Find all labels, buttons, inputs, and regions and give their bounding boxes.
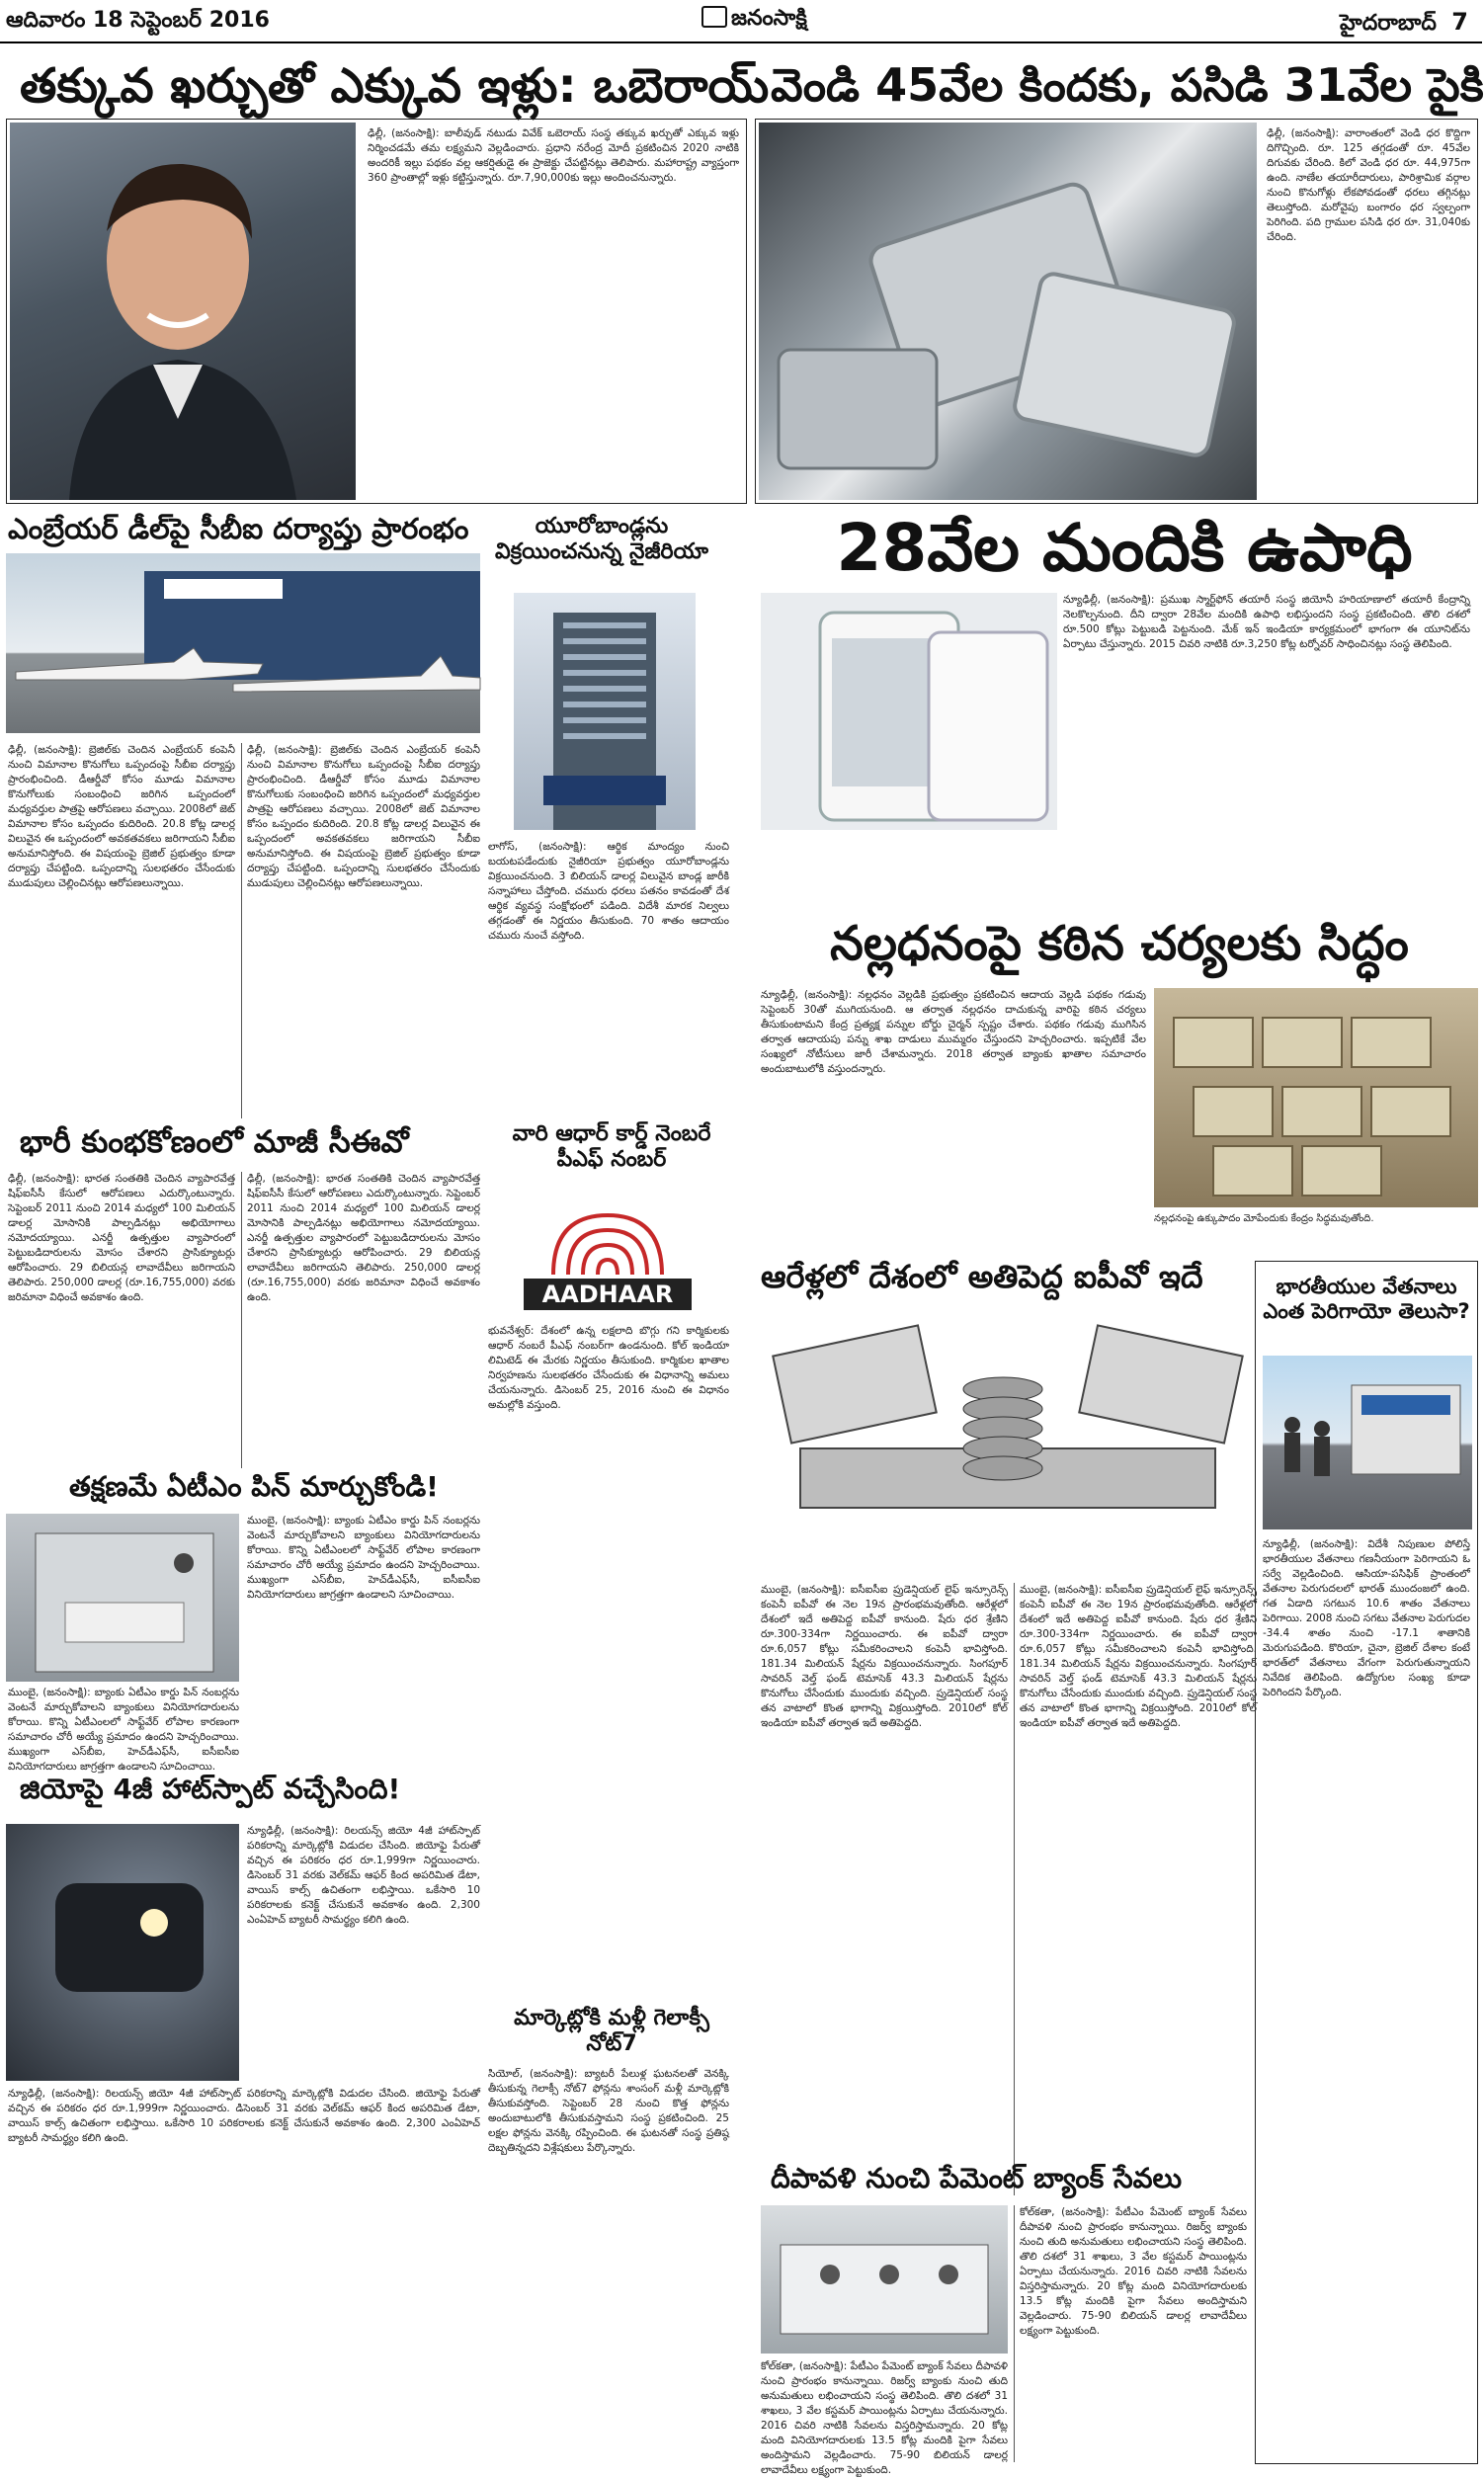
atmpin-body-col1: ముంబై, (జనంసాక్షి): బ్యాంకు ఏటీఎం కార్డు పిన్ నంబర్లను వెంటనే మార్చుకోవాలని బ్యాంకులు వినియోగదారులను కోరాయి. కొన్ని ఏటీఎంలలో సాఫ్ట్‌వేర్ లోపాల కారణంగా సమాచారం చోరీ అయ్యే ప్రమాదం ఉందని హెచ్చరించాయి. ముఖ్యంగా ఎస్‌బీఐ, హెచ్‌డీఎఫ్‌సీ, ఐసీఐసీఐ వినియోగదారులు జాగ్రత్తగా ఉండాలని సూచించాయి. <box>8 1687 239 1773</box>
coins-cash-illustration <box>761 1300 1245 1577</box>
atmpin-body-col2: ముంబై, (జనంసాక్షి): బ్యాంకు ఏటీఎం కార్డు పిన్ నంబర్లను వెంటనే మార్చుకోవాలని బ్యాంకులు వినియోగదారులను కోరాయి. కొన్ని ఏటీఎంలలో సాఫ్ట్‌వేర్ లోపాల కారణంగా సమాచారం చోరీ అయ్యే ప్రమాదం ఉందని హెచ్చరించాయి. ముఖ్యంగా ఎస్‌బీఐ, హెచ్‌డీఎఫ్‌సీ, ఐసీఐసీఐ వినియోగదారులు జాగ్రత్తగా ఉండాలని సూచించాయి. <box>247 1515 480 1601</box>
building-illustration <box>514 593 696 830</box>
smartphone-illustration <box>761 593 1057 830</box>
bank-counter-illustration <box>761 2205 1008 2354</box>
city-name: హైదరాబాద్ <box>1339 11 1437 36</box>
aadhaar-headline: వారి ఆధార్ కార్డ్ నెంబరే పీఎఫ్ నంబర్ <box>512 1121 711 1173</box>
atmpin-photo <box>6 1514 239 1682</box>
oberoi-body: ఢిల్లీ, (జనంసాక్షి): బాలీవుడ్ నటుడు వివేక్ ఒబెరాయ్ సంస్థ తక్కువ ఖర్చుతో ఎక్కువ ఇళ్లు నిర్మించడమే తమ లక్ష్యమని వెల్లడించారు. ప్రధాని నరేంద్ర మోదీ ప్రకటించిన 2020 నాటికి అందరికీ ఇల్లు పథకం వల్ల ఆకర్షితుడై ఈ ప్రాజెక్టు చేపట్టినట్లు తెలిపారు. మహారాష్ట్ర వ్యాప్తంగా 360 ప్రాంతాల్లో ఇళ్లు కట్టిస్తున్నారు. రూ.7,90,000కు ఇల్లు అందించనున్నారు. <box>368 127 739 184</box>
embraer-headline: ఎంబ్రేయర్ డీల్‌పై సీబీఐ దర్యాప్తు ప్రారంభం <box>8 512 469 545</box>
atm-queue-illustration <box>1263 1356 1472 1529</box>
jio-headline: జియోపై 4జీ హాట్‌స్పాట్ వచ్చేసింది! <box>20 1773 401 1805</box>
column-divider <box>1014 1583 1015 2195</box>
jio-body-col1: న్యూఢిల్లీ, (జనంసాక్షి): రిలయన్స్ జియో 4జీ హాట్‌స్పాట్ పరికరాన్ని మార్కెట్లోకి విడుదల చేసింది. జియోఫై పేరుతో వచ్చిన ఈ పరికరం ధర రూ.1,999గా నిర్ణయించారు. డిసెంబర్ 31 వరకు వెల్‌కమ్ ఆఫర్ కింద అపరిమిత డేటా, వాయిస్ కాల్స్ ఉచితంగా లభిస్తాయి. ఒకేసారి 10 పరికరాలకు కనెక్ట్ చేసుకునే అవకాశం ఉంది. 2,300 ఎంఏహెచ్ బ్యాటరీ సామర్థ్యం కలిగి ఉంది. <box>8 2088 480 2144</box>
paymentbank-body-col2: కోల్‌కతా, (జనంసాక్షి): పేటీఎం పేమెంట్ బ్యాంక్ సేవలు దీపావళి నుంచి ప్రారంభం కానున్నాయి. రిజర్వ్ బ్యాంకు నుంచి తుది అనుమతులు లభించాయని సంస్థ తెలిపింది. తొలి దశలో 31 శాఖలు, 3 వేల కస్టమర్ పాయింట్లను ఏర్పాటు చేయనున్నారు. 2016 చివరి నాటికి సేవలను విస్తరిస్తామన్నారు. 20 కోట్ల మంది వినియోగదారులకు 13.5 కోట్ల మందికి పైగా సేవలు అందిస్తామని వెల్లడించారు. 75-90 బిలియన్ డాలర్ల లావాదేవీలు లక్ష్యంగా పెట్టుకుంది. <box>1020 2206 1247 2337</box>
city-page <box>1340 8 1468 41</box>
jobs-headline: 28వేల మందికి ఉపాధి <box>836 510 1413 586</box>
embraer-photo <box>6 553 480 733</box>
paymentbank-body-col1: కోల్‌కతా, (జనంసాక్షి): పేటీఎం పేమెంట్ బ్యాంక్ సేవలు దీపావళి నుంచి ప్రారంభం కానున్నాయి. రిజర్వ్ బ్యాంకు నుంచి తుది అనుమతులు లభించాయని సంస్థ తెలిపింది. తొలి దశలో 31 శాఖలు, 3 వేల కస్టమర్ పాయింట్లను ఏర్పాటు చేయనున్నారు. 2016 చివరి నాటికి సేవలను విస్తరిస్తామన్నారు. 20 కోట్ల మంది వినియోగదారులకు 13.5 కోట్ల మందికి పైగా సేవలు అందిస్తామని వెల్లడించారు. 75-90 బిలియన్ డాలర్ల లావాదేవీలు లక్ష్యంగా పెట్టుకుంది. <box>761 2360 1008 2476</box>
nigeria-photo <box>514 593 696 830</box>
paper-name <box>701 6 807 36</box>
currency-stacks-illustration <box>1154 988 1478 1207</box>
jiofi-device-illustration <box>6 1824 239 2081</box>
ipo-headline: ఆరేళ్లలో దేశంలో అతిపెద్ద ఐపీవో ఇదే <box>761 1258 1203 1295</box>
galaxy-headline: మార్కెట్లోకి మళ్లీ గెలాక్సీ నోట్7 <box>514 2006 709 2057</box>
paper-title: జనంసాక్షి <box>731 6 807 31</box>
scam-body-col1: ఢిల్లీ, (జనంసాక్షి): భారత సంతతికి చెందిన వ్యాపారవేత్త షిఫ్‌ఐసీసీ కేసులో ఆరోపణలు ఎదుర్కొంటున్నారు. సెప్టెంబర్ 2011 నుంచి 2014 మధ్యలో 100 మిలియన్ డాలర్ల మోసానికి పాల్పడినట్లు అభియోగాలు నమోదయ్యాయి. ఎనర్జీ ఉత్పత్తుల వ్యాపారంలో పెట్టుబడిదారులను మోసం చేశారని ప్రాసిక్యూటర్లు ఆరోపించారు. 29 బిలియన్ల లావాదేవీలు జరిగాయని తెలిపారు. 250,000 డాలర్ల (రూ.16,755,000) వరకు జరిమానా విధించే అవకాశం ఉంది. <box>8 1173 235 1303</box>
aadhaar-logo <box>524 1196 692 1314</box>
salaries-photo <box>1263 1356 1472 1529</box>
ipo-body-col1: ముంబై, (జనంసాక్షి): ఐసీఐసీఐ ప్రుడెన్షియల్ లైఫ్ ఇన్సూరెన్స్ కంపెనీ ఐపీవో ఈ నెల 19న ప్రారంభమవుతోంది. ఆరేళ్లలో దేశంలో ఇదే అతిపెద్ద ఐపీవో కానుంది. షేరు ధర శ్రేణిని రూ.300-334గా నిర్ణయించారు. ఈ ఐపీవో ద్వారా రూ.6,057 కోట్లు సమీకరించాలని కంపెనీ భావిస్తోంది. 181.34 మిలియన్ షేర్లను విక్రయించనున్నారు. సింగపూర్ సావరిన్ వెల్త్ ఫండ్ టెమాసెక్ 43.3 మిలియన్ షేర్లను కొనుగోలు చేసేందుకు ముందుకు వచ్చింది. ప్రుడెన్షియల్ సంస్థ తన వాటాలో కొంత భాగాన్ని విక్రయిస్తోంది. 2010లో కోల్ ఇండియా ఐపీవో తర్వాత ఇదే అతిపెద్దది. <box>761 1584 1008 1729</box>
blackmoney-headline: నల్లధనంపై కఠిన చర్యలకు సిద్ధం <box>830 916 1409 971</box>
embraer-body-col2: ఢిల్లీ, (జనంసాక్షి): బ్రెజిల్‌కు చెందిన ఎంబ్రేయర్ కంపెనీ నుంచి విమానాల కొనుగోలు ఒప్పందంపై సీబీఐ దర్యాప్తు ప్రారంభించింది. డీఆర్డీవో కోసం మూడు విమానాల కొనుగోలుకు సంబంధించి జరిగిన ఒప్పందంలో మధ్యవర్తుల పాత్రపై ఆరోపణలు వచ్చాయి. 2008లో జెట్ విమానాల కోసం ఒప్పందం కుదిరింది. 20.8 కోట్ల డాలర్ల విలువైన ఈ ఒప్పందంలో అవకతవకలు జరిగాయని సీబీఐ అనుమానిస్తోంది. ఈ విషయంపై బ్రెజిల్ ప్రభుత్వం కూడా దర్యాప్తు చేపట్టింది. ఒప్పందాన్ని సులభతరం చేసేందుకు ముడుపులు చెల్లించినట్లు ఆరోపణలున్నాయి. <box>247 744 480 889</box>
column-divider <box>1014 2205 1015 2462</box>
scam-body-col2: ఢిల్లీ, (జనంసాక్షి): భారత సంతతికి చెందిన వ్యాపారవేత్త షిఫ్‌ఐసీసీ కేసులో ఆరోపణలు ఎదుర్కొంటున్నారు. సెప్టెంబర్ 2011 నుంచి 2014 మధ్యలో 100 మిలియన్ డాలర్ల మోసానికి పాల్పడినట్లు అభియోగాలు నమోదయ్యాయి. ఎనర్జీ ఉత్పత్తుల వ్యాపారంలో పెట్టుబడిదారులను మోసం చేశారని ప్రాసిక్యూటర్లు ఆరోపించారు. 29 బిలియన్ల లావాదేవీలు జరిగాయని తెలిపారు. 250,000 డాలర్ల (రూ.16,755,000) వరకు జరిమానా విధించే అవకాశం ఉంది. <box>247 1173 480 1303</box>
jio-body-col2: న్యూఢిల్లీ, (జనంసాక్షి): రిలయన్స్ జియో 4జీ హాట్‌స్పాట్ పరికరాన్ని మార్కెట్లోకి విడుదల చేసింది. జియోఫై పేరుతో వచ్చిన ఈ పరికరం ధర రూ.1,999గా నిర్ణయించారు. డిసెంబర్ 31 వరకు వెల్‌కమ్ ఆఫర్ కింద అపరిమిత డేటా, వాయిస్ కాల్స్ ఉచితంగా లభిస్తాయి. ఒకేసారి 10 పరికరాలకు కనెక్ట్ చేసుకునే అవకాశం ఉంది. 2,300 ఎంఏహెచ్ బ్యాటరీ సామర్థ్యం కలిగి ఉంది. <box>247 1825 480 1926</box>
column-divider <box>241 1172 242 1468</box>
blackmoney-body: న్యూఢిల్లీ, (జనంసాక్షి): నల్లధనం వెల్లడికి ప్రభుత్వం ప్రకటించిన ఆదాయ వెల్లడి పథకం గడువు సెప్టెంబర్ 30తో ముగియనుంది. ఆ తర్వాత నల్లధనం దాచుకున్న వారిపై కఠిన చర్యలు తీసుకుంటామని కేంద్ర ప్రత్యక్ష పన్నుల బోర్డు చైర్మన్ స్పష్టం చేశారు. పథకం గడువు ముగిసిన తర్వాత ఆదాయపు పన్ను శాఖ దాడులు ముమ్మరం చేస్తుందని హెచ్చరించారు. ఇప్పటికే వేల సంఖ్యలో నోటీసులు జారీ చేశామన్నారు. 2018 తర్వాత బ్యాంకు ఖాతాల సమాచారం అందుబాటులోకి వస్తుందన్నారు. <box>761 989 1146 1075</box>
nigeria-body: లాగోస్, (జనంసాక్షి): ఆర్థిక మాంద్యం నుంచి బయటపడేందుకు నైజీరియా ప్రభుత్వం యూరోబాండ్లను విక్రయించనుంది. 3 బిలియన్ డాలర్ల విలువైన బాండ్ల జారీకి సన్నాహాలు చేస్తోంది. చమురు ధరలు పతనం కావడంతో దేశ ఆర్థిక వ్యవస్థ సంక్షోభంలో పడింది. విదేశీ మారక నిల్వలు తగ్గడంతో ఈ నిర్ణయం తీసుకుంది. 70 శాతం ఆదాయం చమురు నుంచే వస్తోంది. <box>488 841 729 942</box>
aadhaar-wordmark: AADHAAR <box>524 1279 692 1310</box>
galaxy-body: సియోల్, (జనంసాక్షి): బ్యాటరీ పేలుళ్ల ఘటనలతో వెనక్కి తీసుకున్న గెలాక్సీ నోట్7 ఫోన్లను శాంసంగ్ మళ్లీ మార్కెట్లోకి తీసుకువస్తోంది. సెప్టెంబర్ 28 నుంచి కొత్త ఫోన్లను అందుబాటులోకి తీసుకువస్తామని సంస్థ ప్రకటించింది. 25 లక్షల ఫోన్లను వెనక్కి రప్పించింది. ఈ ఘటనతో సంస్థ ప్రతిష్ఠ దెబ్బతిన్నదని విశ్లేషకులు పేర్కొన్నారు. <box>488 2068 729 2154</box>
silver-bars-illustration <box>759 123 1257 500</box>
jio-photo <box>6 1824 239 2081</box>
silver-photo <box>759 123 1257 500</box>
portrait-illustration <box>10 123 356 500</box>
paper-logo-icon <box>701 6 727 28</box>
airplanes-illustration <box>6 553 480 733</box>
nigeria-headline: యూరోబాండ్లను విక్రయించనున్న నైజీరియా <box>495 514 708 565</box>
page-number: 7 <box>1451 8 1468 36</box>
ipo-body-col2: ముంబై, (జనంసాక్షి): ఐసీఐసీఐ ప్రుడెన్షియల్ లైఫ్ ఇన్సూరెన్స్ కంపెనీ ఐపీవో ఈ నెల 19న ప్రారంభమవుతోంది. ఆరేళ్లలో దేశంలో ఇదే అతిపెద్ద ఐపీవో కానుంది. షేరు ధర శ్రేణిని రూ.300-334గా నిర్ణయించారు. ఈ ఐపీవో ద్వారా రూ.6,057 కోట్లు సమీకరించాలని కంపెనీ భావిస్తోంది. 181.34 మిలియన్ షేర్లను విక్రయించనున్నారు. సింగపూర్ సావరిన్ వెల్త్ ఫండ్ టెమాసెక్ 43.3 మిలియన్ షేర్లను కొనుగోలు చేసేందుకు ముందుకు వచ్చింది. ప్రుడెన్షియల్ సంస్థ తన వాటాలో కొంత భాగాన్ని విక్రయిస్తోంది. 2010లో కోల్ ఇండియా ఐపీవో తర్వాత ఇదే అతిపెద్దది. <box>1020 1584 1257 1729</box>
salaries-headline: భారతీయుల వేతనాలు ఎంత పెరిగాయో తెలుసా? <box>1263 1275 1470 1324</box>
paymentbank-photo <box>761 2205 1008 2354</box>
blackmoney-photo <box>1154 988 1478 1207</box>
silver-body: ఢిల్లీ, (జనంసాక్షి): వారాంతంలో వెండి ధర కొద్దిగా దిగొచ్చింది. రూ. 125 తగ్గడంతో రూ. 45వేల దిగువకు చేరింది. కిలో వెండి ధర రూ. 44,975గా ఉంది. నాణేల తయారీదారులు, పారిశ్రామిక వర్గాల నుంచి కొనుగోళ్లు లేకపోవడంతో ధరలు తగ్గినట్లు తెలుస్తోంది. మరోవైపు బంగారం ధర స్వల్పంగా పెరిగింది. పది గ్రాముల పసిడి ధర రూ. 31,040కు చేరింది. <box>1267 127 1470 243</box>
embraer-body-col1: ఢిల్లీ, (జనంసాక్షి): బ్రెజిల్‌కు చెందిన ఎంబ్రేయర్ కంపెనీ నుంచి విమానాల కొనుగోలు ఒప్పందంపై సీబీఐ దర్యాప్తు ప్రారంభించింది. డీఆర్డీవో కోసం మూడు విమానాల కొనుగోలుకు సంబంధించి జరిగిన ఒప్పందంలో మధ్యవర్తుల పాత్రపై ఆరోపణలు వచ్చాయి. 2008లో జెట్ విమానాల కోసం ఒప్పందం కుదిరింది. 20.8 కోట్ల డాలర్ల విలువైన ఈ ఒప్పందంలో అవకతవకలు జరిగాయని సీబీఐ అనుమానిస్తోంది. ఈ విషయంపై బ్రెజిల్ ప్రభుత్వం కూడా దర్యాప్తు చేపట్టింది. ఒప్పందాన్ని సులభతరం చేసేందుకు ముడుపులు చెల్లించినట్లు ఆరోపణలున్నాయి. <box>8 744 235 889</box>
oberoi-photo <box>10 123 356 500</box>
paymentbank-headline: దీపావళి నుంచి పేమెంట్ బ్యాంక్ సేవలు <box>771 2162 1183 2194</box>
scam-headline: భారీ కుంభకోణంలో మాజీ సీఈవో <box>20 1124 409 1160</box>
ipo-photo <box>761 1300 1245 1577</box>
oberoi-headline: తక్కువ ఖర్చుతో ఎక్కువ ఇళ్లు: ఒబెరాయ్ <box>20 58 770 114</box>
blackmoney-caption: నల్లధనంపై ఉక్కుపాదం మోపేందుకు కేంద్రం సిద్ధమవుతోంది. <box>1154 1213 1374 1224</box>
edition-date: ఆదివారం 18 సెప్టెంబర్ 2016 <box>6 8 270 33</box>
atmpin-headline: తక్షణమే ఏటీఎం పిన్ మార్చుకోండి! <box>69 1470 439 1503</box>
salaries-body: న్యూఢిల్లీ, (జనంసాక్షి): విదేశీ నిపుణుల పోలిస్తే భారతీయుల వేతనాలు గణనీయంగా పెరిగాయని ఓ సర్వే వెల్లడించింది. ఆసియా-పసిఫిక్ ప్రాంతంలో వేతనాల పెరుగుదలలో భారత్ ముందంజలో ఉంది. గత ఏడాది సగటున 10.6 శాతం వేతనాలు పెరిగాయి. 2008 నుంచి సగటు వేతనాల పెరుగుదల -34.4 శాతం నుంచి -17.1 శాతానికి మెరుగుపడింది. కొరియా, చైనా, బ్రెజిల్ దేశాల కంటే భారత్‌లో వేతనాలు వేగంగా పెరుగుతున్నాయని నివేదిక తెలిపింది. ఉద్యోగుల సంఖ్య కూడా పెరిగిందని పేర్కొంది. <box>1263 1538 1470 1698</box>
jobs-photo <box>761 593 1057 830</box>
jobs-body: న్యూఢిల్లీ, (జనంసాక్షి): ప్రముఖ స్మార్ట్‌ఫోన్ తయారీ సంస్థ జియోనీ హరియాణాలో తయారీ కేంద్రాన్ని నెలకొల్పనుంది. దీని ద్వారా 28వేల మందికి ఉపాధి లభిస్తుందని సంస్థ ప్రకటించింది. తొలి దశలో రూ.500 కోట్లు పెట్టుబడి పెట్టనుంది. మేక్ ఇన్ ఇండియా కార్యక్రమంలో భాగంగా ఈ యూనిట్‌ను ఏర్పాటు చేస్తున్నారు. 2015 చివరి నాటికి రూ.3,250 కోట్ల టర్నోవర్ సాధించినట్లు సంస్థ తెలిపింది. <box>1063 594 1470 650</box>
aadhaar-body: భువనేశ్వర్: దేశంలో ఉన్న లక్షలాది బొగ్గు గని కార్మికులకు ఆధార్ నంబరే పీఎఫ్ నంబర్‌గా ఉండనుంది. కోల్ ఇండియా లిమిటెడ్ ఈ మేరకు నిర్ణయం తీసుకుంది. కార్మికుల ఖాతాల నిర్వహణను సులభతరం చేసేందుకు ఈ విధానాన్ని అమలు చేయనున్నారు. డిసెంబర్ 25, 2016 నుంచి ఈ విధానం అమల్లోకి వస్తుంది. <box>488 1325 729 1411</box>
atm-machine-illustration <box>6 1514 239 1682</box>
masthead-rule <box>0 41 1482 43</box>
silver-headline: వెండి 45వేల కిందకు, పసిడి 31వేల పైకి <box>771 58 1484 112</box>
column-divider <box>241 743 242 1118</box>
